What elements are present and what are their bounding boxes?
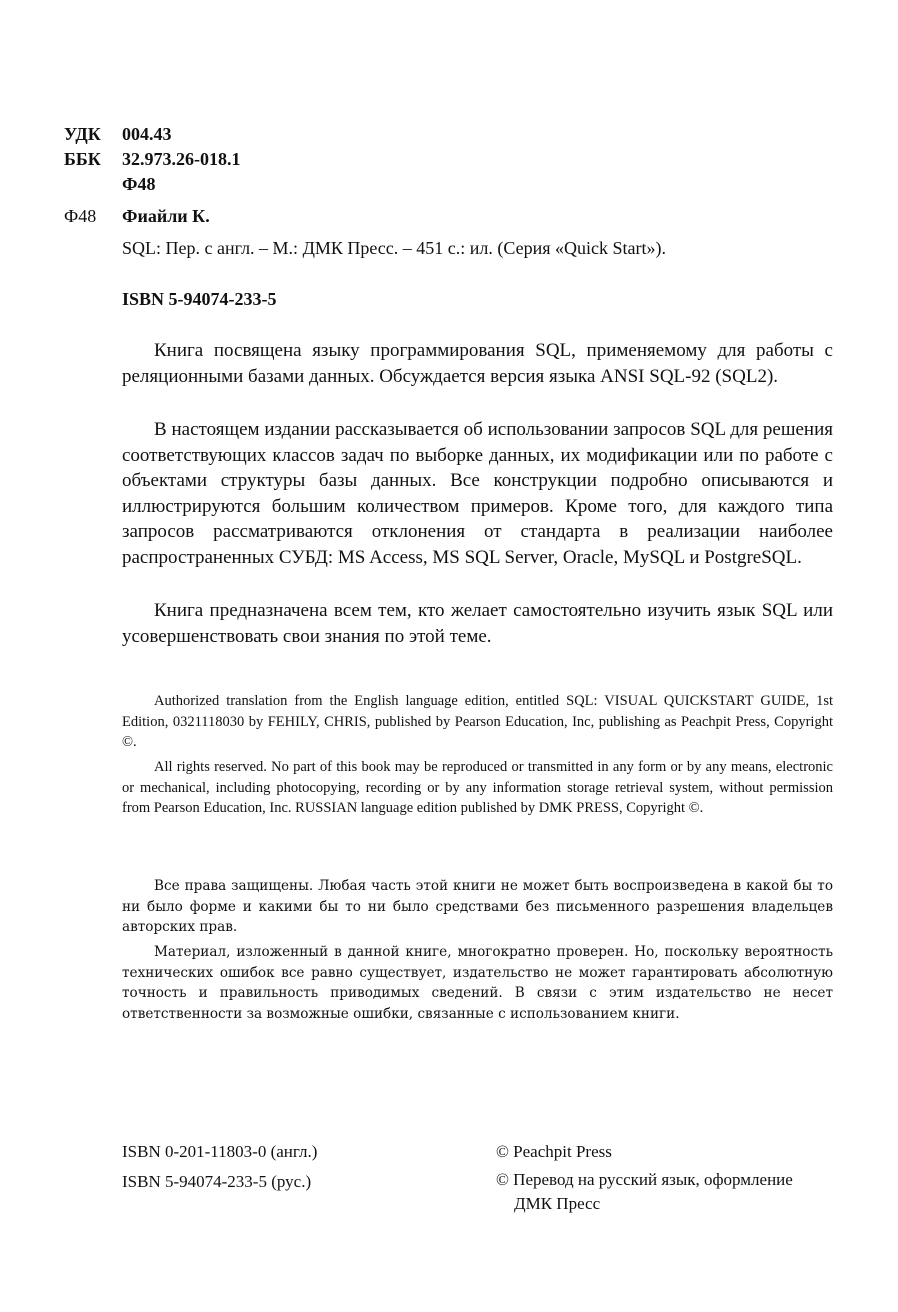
udk-value: 004.43 bbox=[122, 124, 172, 144]
legal-en-paragraph-2: All rights reserved. No part of this book may be reproduced or transmitted in any form or by any means, electronic or mechanical, including photocopying, recording or by any information storage retrieval system, without permission from Pearson Education, Inc. RUSSIAN language edition published by DMK PRESS, Copyright ©. bbox=[122, 759, 833, 816]
bbk-row bbox=[64, 147, 241, 171]
bbk-value: 32.973.26-018.1 bbox=[122, 149, 241, 169]
copyright-translation: © Перевод на русский язык, оформление bbox=[496, 1170, 793, 1189]
legal-ru-paragraph-2: Материал, изложенный в данной книге, многократно проверен. Но, поскольку вероятность технических ошибок все равно существует, издательство не может гарантировать абсолютную точность и правильность приводимых сведений. В связи с этим издательство не несет ответственности за возможные ошибки, связанные с использованием книги. bbox=[122, 944, 833, 1022]
abstract-paragraph-2: В настоящем издании рассказывается об использовании запросов SQL для решения соответствующих классов задач по выборке данных, их модификации или по работе с объектами структуры базы данных. Все конструкции подробно описываются и иллюстрируются большим количеством примеров. Кроме того, для каждого типа запросов рассматриваются отклонения от стандарта в реализации наиболее распространенных СУБД: MS Access, MS SQL Server, Oracle, MySQL и PostgreSQL. bbox=[122, 419, 833, 568]
bbk-label: ББК bbox=[64, 149, 101, 169]
isbn-russian: ISBN 5-94074-233-5 (рус.) bbox=[122, 1172, 312, 1191]
udk-row bbox=[64, 122, 172, 146]
author-code: Ф48 bbox=[64, 206, 97, 226]
copyright-publisher: ДМК Пресс bbox=[514, 1194, 601, 1213]
author-mark-row bbox=[64, 172, 155, 196]
copyright-peachpit: © Peachpit Press bbox=[496, 1142, 612, 1161]
author-name: Фиайли К. bbox=[122, 206, 210, 226]
isbn-main: ISBN 5-94074-233-5 bbox=[122, 289, 277, 309]
legal-en-paragraph-1: Authorized translation from the English language edition, entitled SQL: VISUAL QUICKSTART GUIDE, 1st Edition, 0321118030 by FEHILY, CHRIS, published by Pearson Education, Inc, publishing as Peachpit Press, Copyright ©. bbox=[122, 693, 833, 750]
isbn-english: ISBN 0-201-11803-0 (англ.) bbox=[122, 1142, 318, 1161]
bibliographic-description: SQL: Пер. с англ. – М.: ДМК Пресс. – 451 с.: ил. (Серия «Quick Start»). bbox=[122, 238, 666, 258]
udk-label: УДК bbox=[64, 124, 101, 144]
legal-ru-paragraph-1: Все права защищены. Любая часть этой книги не может быть воспроизведена в какой бы то ни было форме и какими бы то ни было средствами без письменного разрешения владельцев авторских прав. bbox=[122, 878, 833, 935]
abstract-paragraph-1: Книга посвящена языку программирования SQL, применяемому для работы с реляционными базами данных. Обсуждается версия языка ANSI SQL-92 (SQL2). bbox=[122, 340, 833, 387]
abstract-paragraph-3: Книга предназначена всем тем, кто желает самостоятельно изучить язык SQL или усовершенствовать свои знания по этой теме. bbox=[122, 600, 833, 647]
author-mark: Ф48 bbox=[122, 174, 156, 194]
